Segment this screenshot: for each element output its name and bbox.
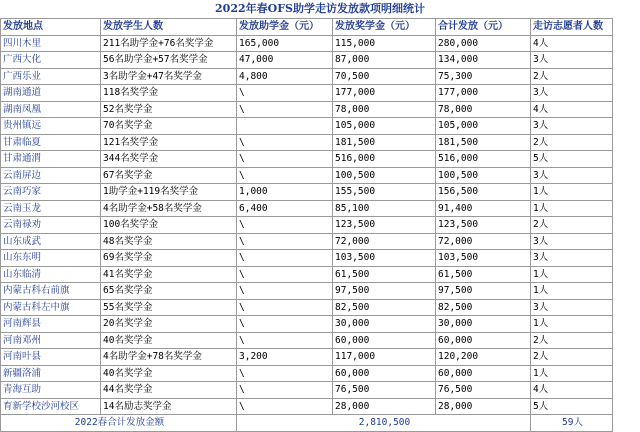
cell-volunteers[interactable]: 3人 (531, 118, 613, 135)
cell-location[interactable]: 河南叶县 (1, 349, 101, 366)
cell-total[interactable]: 60,000 (436, 365, 531, 382)
cell-students[interactable]: 41名奖学金 (101, 266, 237, 283)
cell-scholarship[interactable]: 72,000 (333, 233, 436, 250)
table-row (1, 151, 613, 168)
cell-volunteers[interactable]: 3人 (531, 52, 613, 69)
cell-grant[interactable]: \ (237, 85, 333, 102)
cell-grant[interactable]: \ (237, 316, 333, 333)
grant-table (0, 18, 613, 432)
cell-students[interactable]: 344名奖学金 (101, 151, 237, 168)
header-scholarship[interactable]: 发放奖学金（元） (333, 19, 436, 36)
cell-students[interactable]: 69名奖学金 (101, 250, 237, 267)
cell-scholarship[interactable]: 78,000 (333, 101, 436, 118)
cell-students[interactable]: 121名奖学金 (101, 134, 237, 151)
cell-total[interactable]: 156,500 (436, 184, 531, 201)
cell-volunteers[interactable]: 3人 (531, 233, 613, 250)
cell-grant[interactable]: 1,000 (237, 184, 333, 201)
cell-students[interactable]: 65名奖学金 (101, 283, 237, 300)
cell-location[interactable]: 湖南通道 (1, 85, 101, 102)
header-grant[interactable]: 发放助学金（元） (237, 19, 333, 36)
cell-scholarship[interactable]: 61,500 (333, 266, 436, 283)
cell-scholarship[interactable]: 76,500 (333, 382, 436, 399)
cell-grant[interactable]: 47,000 (237, 52, 333, 69)
table-row (1, 365, 613, 382)
cell-grant[interactable]: \ (237, 332, 333, 349)
table-body (1, 35, 613, 415)
cell-total[interactable]: 105,000 (436, 118, 531, 135)
cell-total[interactable]: 30,000 (436, 316, 531, 333)
cell-location[interactable]: 山东成武 (1, 233, 101, 250)
cell-scholarship[interactable]: 177,000 (333, 85, 436, 102)
cell-volunteers[interactable]: 2人 (531, 332, 613, 349)
cell-scholarship[interactable]: 85,100 (333, 200, 436, 217)
cell-total[interactable]: 91,400 (436, 200, 531, 217)
cell-students[interactable]: 70名奖学金 (101, 118, 237, 135)
cell-grant[interactable]: \ (237, 233, 333, 250)
table-row (1, 167, 613, 184)
cell-grant[interactable]: \ (237, 283, 333, 300)
cell-grant[interactable]: \ (237, 134, 333, 151)
cell-location[interactable]: 山东临清 (1, 266, 101, 283)
cell-grant[interactable]: \ (237, 299, 333, 316)
cell-location[interactable]: 云南玉龙 (1, 200, 101, 217)
cell-location[interactable]: 河南邓州 (1, 332, 101, 349)
table-row (1, 382, 613, 399)
header-row (1, 19, 613, 36)
cell-total[interactable]: 103,500 (436, 250, 531, 267)
cell-location[interactable]: 广西乐业 (1, 68, 101, 85)
cell-students[interactable]: 211名助学金+76名奖学金 (101, 35, 237, 52)
cell-volunteers[interactable]: 2人 (531, 349, 613, 366)
total-amount[interactable]: 2,810,500 (237, 415, 531, 432)
cell-scholarship[interactable]: 181,500 (333, 134, 436, 151)
table-row (1, 85, 613, 102)
cell-location[interactable]: 内蒙古科左中旗 (1, 299, 101, 316)
cell-location[interactable]: 广西大化 (1, 52, 101, 69)
cell-grant[interactable] (237, 118, 333, 135)
cell-students[interactable]: 118名奖学金 (101, 85, 237, 102)
cell-students[interactable]: 55名奖学金 (101, 299, 237, 316)
cell-total[interactable]: 177,000 (436, 85, 531, 102)
cell-grant[interactable]: \ (237, 101, 333, 118)
cell-scholarship[interactable]: 97,500 (333, 283, 436, 300)
cell-grant[interactable]: \ (237, 266, 333, 283)
cell-students[interactable]: 4名助学金+78名奖学金 (101, 349, 237, 366)
cell-volunteers[interactable]: 3人 (531, 250, 613, 267)
cell-location[interactable]: 云南巧家 (1, 184, 101, 201)
cell-scholarship[interactable]: 117,000 (333, 349, 436, 366)
cell-total[interactable]: 28,000 (436, 398, 531, 415)
cell-scholarship[interactable]: 115,000 (333, 35, 436, 52)
cell-scholarship[interactable]: 82,500 (333, 299, 436, 316)
cell-scholarship[interactable]: 123,500 (333, 217, 436, 234)
cell-scholarship[interactable]: 28,000 (333, 398, 436, 415)
cell-scholarship[interactable]: 103,500 (333, 250, 436, 267)
table-row (1, 134, 613, 151)
table-row (1, 299, 613, 316)
table-row (1, 332, 613, 349)
cell-scholarship[interactable]: 155,500 (333, 184, 436, 201)
cell-total[interactable]: 60,000 (436, 332, 531, 349)
cell-volunteers[interactable]: 3人 (531, 85, 613, 102)
cell-volunteers[interactable]: 4人 (531, 382, 613, 399)
table-row (1, 200, 613, 217)
cell-volunteers[interactable]: 1人 (531, 266, 613, 283)
cell-grant[interactable]: 165,000 (237, 35, 333, 52)
cell-scholarship[interactable]: 100,500 (333, 167, 436, 184)
table-row (1, 250, 613, 267)
cell-grant[interactable]: \ (237, 398, 333, 415)
cell-total[interactable]: 61,500 (436, 266, 531, 283)
table-row (1, 184, 613, 201)
cell-volunteers[interactable]: 2人 (531, 217, 613, 234)
cell-total[interactable]: 75,300 (436, 68, 531, 85)
cell-volunteers[interactable]: 1人 (531, 316, 613, 333)
cell-students[interactable]: 14名励志奖学金 (101, 398, 237, 415)
table-row (1, 233, 613, 250)
cell-grant[interactable]: \ (237, 250, 333, 267)
cell-total[interactable]: 78,000 (436, 101, 531, 118)
cell-total[interactable]: 181,500 (436, 134, 531, 151)
cell-grant[interactable]: \ (237, 151, 333, 168)
cell-grant[interactable]: 4,800 (237, 68, 333, 85)
cell-location[interactable]: 山东东明 (1, 250, 101, 267)
cell-scholarship[interactable]: 60,000 (333, 365, 436, 382)
cell-students[interactable]: 52名奖学金 (101, 101, 237, 118)
cell-location[interactable]: 甘肃通渭 (1, 151, 101, 168)
cell-volunteers[interactable]: 5人 (531, 398, 613, 415)
total-row (1, 415, 613, 432)
cell-students[interactable]: 1助学金+119名奖学金 (101, 184, 237, 201)
cell-volunteers[interactable]: 1人 (531, 184, 613, 201)
cell-location[interactable]: 甘肃临夏 (1, 134, 101, 151)
table-row (1, 68, 613, 85)
table-row (1, 101, 613, 118)
cell-students[interactable]: 4名助学金+58名奖学金 (101, 200, 237, 217)
cell-volunteers[interactable]: 1人 (531, 200, 613, 217)
cell-location[interactable]: 湖南凤凰 (1, 101, 101, 118)
cell-location[interactable]: 青海互助 (1, 382, 101, 399)
cell-students[interactable]: 40名奖学金 (101, 365, 237, 382)
cell-grant[interactable]: 3,200 (237, 349, 333, 366)
cell-volunteers[interactable]: 2人 (531, 134, 613, 151)
table-row (1, 52, 613, 69)
cell-volunteers[interactable]: 3人 (531, 299, 613, 316)
table-row (1, 118, 613, 135)
cell-total[interactable]: 120,200 (436, 349, 531, 366)
cell-scholarship[interactable]: 30,000 (333, 316, 436, 333)
cell-total[interactable]: 134,000 (436, 52, 531, 69)
cell-total[interactable]: 97,500 (436, 283, 531, 300)
cell-volunteers[interactable]: 5人 (531, 151, 613, 168)
header-students[interactable]: 发放学生人数 (101, 19, 237, 36)
cell-volunteers[interactable]: 4人 (531, 35, 613, 52)
cell-volunteers[interactable]: 3人 (531, 167, 613, 184)
cell-volunteers[interactable]: 4人 (531, 101, 613, 118)
cell-students[interactable]: 44名奖学金 (101, 382, 237, 399)
header-location[interactable]: 发放地点 (1, 19, 101, 36)
cell-grant[interactable]: \ (237, 167, 333, 184)
table-row (1, 316, 613, 333)
cell-students[interactable]: 56名助学金+57名奖学金 (101, 52, 237, 69)
table-row (1, 283, 613, 300)
cell-volunteers[interactable]: 1人 (531, 365, 613, 382)
table-row (1, 266, 613, 283)
cell-total[interactable]: 516,000 (436, 151, 531, 168)
cell-total[interactable]: 100,500 (436, 167, 531, 184)
cell-students[interactable]: 100名奖学金 (101, 217, 237, 234)
page-title: 2022年春OFS助学走访发放款项明细统计 (215, 2, 425, 15)
header-volunteers[interactable]: 走访志愿者人数 (531, 19, 613, 36)
cell-students[interactable]: 67名奖学金 (101, 167, 237, 184)
total-volunteers[interactable]: 59人 (531, 415, 613, 432)
total-label[interactable]: 2022春合计发放金额 (1, 415, 237, 432)
cell-students[interactable]: 48名奖学金 (101, 233, 237, 250)
cell-students[interactable]: 3名助学金+47名奖学金 (101, 68, 237, 85)
cell-total[interactable]: 76,500 (436, 382, 531, 399)
cell-location[interactable]: 新疆洛浦 (1, 365, 101, 382)
cell-scholarship[interactable]: 105,000 (333, 118, 436, 135)
cell-volunteers[interactable]: 1人 (531, 283, 613, 300)
table-row (1, 398, 613, 415)
cell-location[interactable]: 云南禄劝 (1, 217, 101, 234)
cell-students[interactable]: 40名奖学金 (101, 332, 237, 349)
cell-grant[interactable]: \ (237, 382, 333, 399)
cell-total[interactable]: 123,500 (436, 217, 531, 234)
cell-scholarship[interactable]: 70,500 (333, 68, 436, 85)
table-row (1, 35, 613, 52)
cell-location[interactable]: 四川木里 (1, 35, 101, 52)
header-total[interactable]: 合计发放（元） (436, 19, 531, 36)
cell-total[interactable]: 280,000 (436, 35, 531, 52)
cell-grant[interactable]: 6,400 (237, 200, 333, 217)
cell-location[interactable]: 内蒙古科右前旗 (1, 283, 101, 300)
cell-scholarship[interactable]: 87,000 (333, 52, 436, 69)
cell-location[interactable]: 河南辉县 (1, 316, 101, 333)
cell-location[interactable]: 贵州镇远 (1, 118, 101, 135)
table-row (1, 217, 613, 234)
cell-total[interactable]: 82,500 (436, 299, 531, 316)
cell-scholarship[interactable]: 516,000 (333, 151, 436, 168)
table-row (1, 349, 613, 366)
cell-grant[interactable]: \ (237, 217, 333, 234)
cell-grant[interactable]: \ (237, 365, 333, 382)
cell-location[interactable]: 云南屏边 (1, 167, 101, 184)
cell-location[interactable]: 育新学校沙河校区 (1, 398, 101, 415)
cell-students[interactable]: 20名奖学金 (101, 316, 237, 333)
cell-volunteers[interactable]: 2人 (531, 68, 613, 85)
cell-scholarship[interactable]: 60,000 (333, 332, 436, 349)
cell-total[interactable]: 72,000 (436, 233, 531, 250)
